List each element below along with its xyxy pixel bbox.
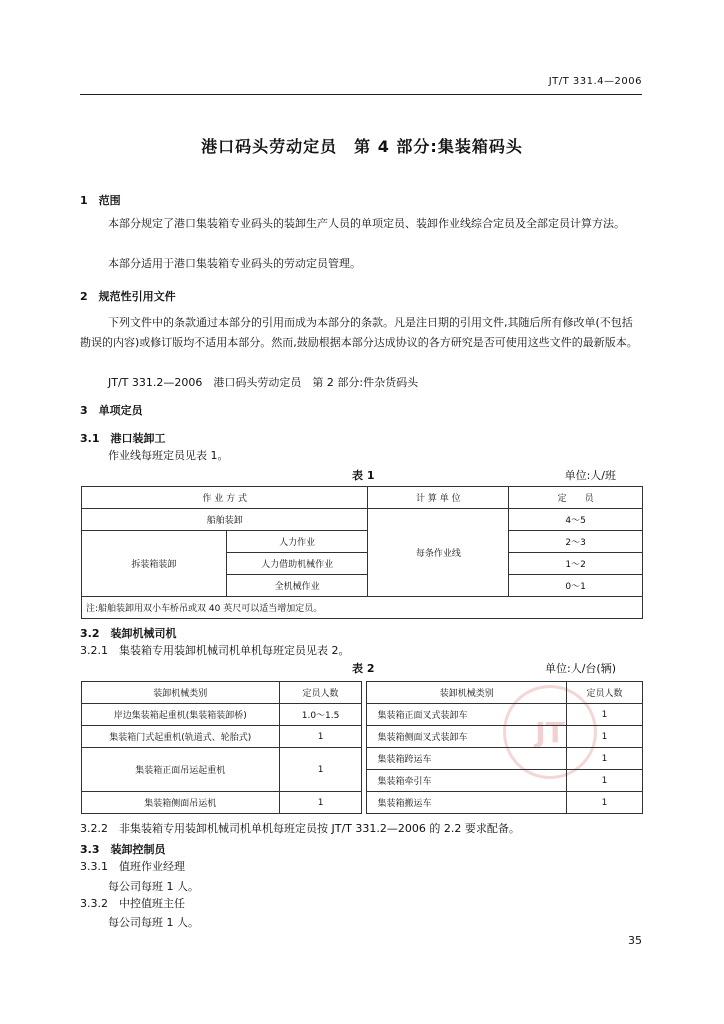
table-cell: 集装箱牵引车 — [367, 770, 567, 792]
section-2-para-1: 下列文件中的条款通过本部分的引用而成为本部分的条款。凡是注日期的引用文件,其随后所有修改单(不包括勘误的内容)或修订版均不适用本部分。然而,鼓励根据本部分达成协议的各方研究是否可使用这些文件的最新版本。 — [80, 316, 638, 349]
section-3-1-text: 作业线每班定员见表 1。 — [108, 449, 229, 462]
section-3-2-1: 3.2.1 集装箱专用装卸机械司机单机每班定员见表 2。 — [80, 644, 350, 657]
section-3-3-heading: 3.3 装卸控制员 — [80, 843, 166, 856]
header-rule — [80, 94, 642, 95]
table-cell: 人力借助机械作业 — [226, 553, 368, 575]
table-1-unit: 单位:人/班 — [564, 469, 616, 482]
table-2-unit: 单位:人/台(辆) — [545, 662, 616, 675]
table-cell: 1.0～1.5 — [279, 704, 362, 726]
standard-number: JT/T 331.4—2006 — [548, 76, 642, 87]
table-cell: 1 — [567, 770, 643, 792]
section-1-para-1: 本部分规定了港口集装箱专业码头的装卸生产人员的单项定员、装卸作业线综合定员及全部定员计算方法。 — [108, 217, 625, 230]
table-row — [82, 487, 643, 509]
section-3-3-2-text: 每公司每班 1 人。 — [108, 916, 199, 929]
table-cell: 拆装箱装卸 — [82, 531, 227, 597]
table-cell: 集装箱正面叉式装卸车 — [367, 704, 567, 726]
section-3-1-heading: 3.1 港口装卸工 — [80, 432, 166, 445]
table-cell: 人力作业 — [226, 531, 368, 553]
table-note: 注:船舶装卸用双小车桥吊或双 40 英尺可以适当增加定员。 — [82, 597, 643, 619]
table-cell: 1 — [279, 726, 362, 748]
section-1-heading: 1 范围 — [80, 194, 121, 207]
table-row — [82, 682, 643, 704]
table-cell: 集装箱正面吊运起重机 — [82, 748, 280, 792]
table-cell: 1 — [567, 704, 643, 726]
table-row — [82, 531, 643, 553]
table-cell: 岸边集装箱起重机(集装箱装卸桥) — [82, 704, 280, 726]
table-cell: 集装箱跨运车 — [367, 748, 567, 770]
section-3-3-2: 3.3.2 中控值班主任 — [80, 897, 185, 910]
table-header-cell: 装卸机械类别 — [367, 682, 567, 704]
watermark-seal: JT — [503, 685, 597, 779]
table-cell: 1 — [567, 748, 643, 770]
table-header-cell: 作 业 方 式 — [82, 487, 368, 509]
table-cell: 1 — [567, 792, 643, 814]
table-cell: 集装箱侧面吊运机 — [82, 792, 280, 814]
table-cell: 全机械作业 — [226, 575, 368, 597]
table-cell: 1～2 — [509, 553, 643, 575]
section-3-2-2: 3.2.2 非集装箱专用装卸机械司机单机每班定员按 JT/T 331.2—2006 的 2.2 要求配备。 — [80, 822, 520, 835]
table-1-caption: 表 1 — [352, 469, 375, 482]
table-cell: 1 — [279, 748, 362, 792]
table-cell: 集装箱侧面叉式装卸车 — [367, 726, 567, 748]
table-header-cell: 定 员 — [509, 487, 643, 509]
section-3-heading: 3 单项定员 — [80, 404, 143, 417]
table-header-cell: 装卸机械类别 — [82, 682, 280, 704]
table-cell: 每条作业线 — [368, 509, 509, 597]
normative-reference: JT/T 331.2—2006 港口码头劳动定员 第 2 部分:件杂货码头 — [108, 376, 419, 389]
table-header-cell: 定员人数 — [279, 682, 362, 704]
table-row — [82, 509, 643, 531]
section-3-3-1: 3.3.1 值班作业经理 — [80, 860, 185, 873]
table-header-cell: 定员人数 — [567, 682, 643, 704]
section-3-2-heading: 3.2 装卸机械司机 — [80, 627, 177, 640]
table-cell: 1 — [279, 792, 362, 814]
table-cell: 1 — [567, 726, 643, 748]
page-title: 港口码头劳动定员 第 4 部分:集装箱码头 — [201, 137, 523, 156]
table-row — [82, 597, 643, 619]
table-cell: 2～3 — [509, 531, 643, 553]
table-cell: 集装箱门式起重机(轨道式、轮胎式) — [82, 726, 280, 748]
table-cell: 集装箱搬运车 — [367, 792, 567, 814]
section-1-para-2: 本部分适用于港口集装箱专业码头的劳动定员管理。 — [108, 257, 361, 270]
table-cell: 4～5 — [509, 509, 643, 531]
table-2-caption: 表 2 — [352, 662, 375, 675]
page-number: 35 — [628, 934, 642, 947]
section-2-heading: 2 规范性引用文件 — [80, 290, 176, 303]
table-1 — [81, 486, 643, 619]
table-cell: 船舶装卸 — [82, 509, 368, 531]
section-3-3-1-text: 每公司每班 1 人。 — [108, 880, 199, 893]
table-2 — [81, 681, 643, 814]
table-cell: 0～1 — [509, 575, 643, 597]
table-header-cell: 计 算 单 位 — [368, 487, 509, 509]
